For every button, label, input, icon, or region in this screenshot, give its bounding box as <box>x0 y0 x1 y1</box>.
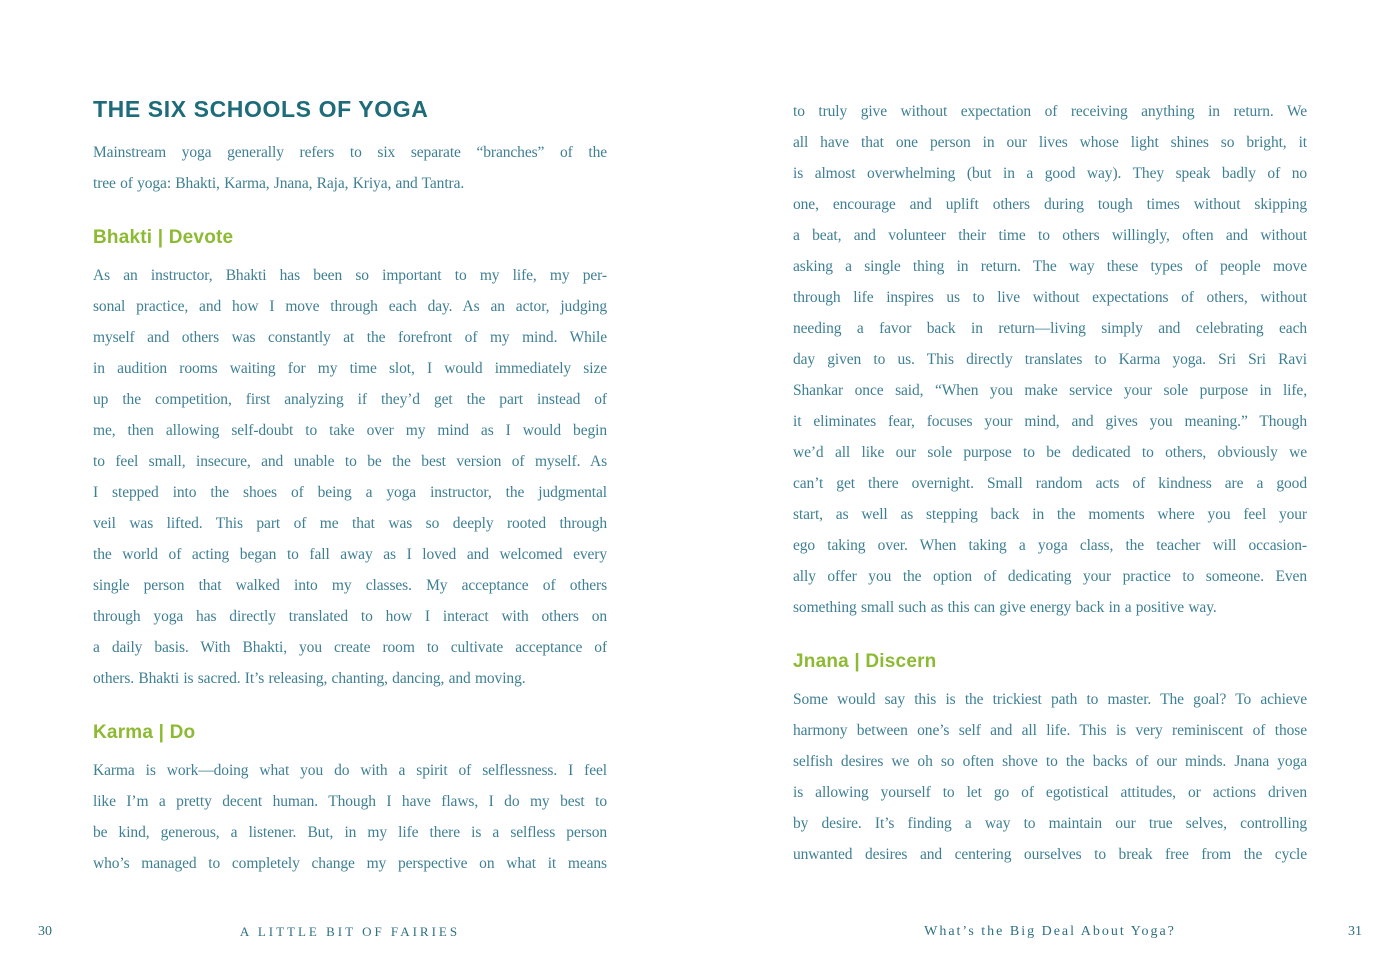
body-paragraph <box>93 137 607 199</box>
running-head-left: A LITTLE BIT OF FAIRIES <box>239 924 461 939</box>
chapter-section-title: THE SIX SCHOOLS OF YOGA <box>93 96 429 122</box>
page-right <box>700 0 1400 980</box>
page-number-left: 30 <box>38 924 52 939</box>
text-line: me, then allowing self-doubt to take over my mind as I would begin <box>93 422 607 440</box>
text-line: through life inspires us to live without expectations of others, without <box>793 289 1307 306</box>
text-line: one, encourage and uplift others during tough times without skipping <box>793 196 1307 213</box>
running-head-right: What’s the Big Deal About Yoga? <box>924 924 1176 939</box>
subsection-heading: Karma | Do <box>93 722 196 744</box>
text-line: harmony between one’s self and all life. This is very reminiscent of those <box>793 721 1307 739</box>
text-line: selfish desires we oh so often shove to the backs of our minds. Jnana yoga <box>793 752 1307 770</box>
text-line: Mainstream yoga generally refers to six separate “branches” of the <box>93 144 607 162</box>
text-line: As an instructor, Bhakti has been so important to my life, my per- <box>93 267 607 285</box>
text-line: sonal practice, and how I move through each day. As an actor, judging <box>93 298 607 316</box>
text-line: through yoga has directly translated to how I interact with others on <box>93 608 607 626</box>
text-line: is allowing yourself to let go of egotistical attitudes, or actions driven <box>793 783 1307 801</box>
text-line: like I’m a pretty decent human. Though I have flaws, I do my best to <box>93 793 607 811</box>
text-line: can’t get there overnight. Small random acts of kindness are a good <box>793 475 1307 492</box>
body-paragraph <box>93 260 607 694</box>
text-line: to truly give without expectation of receiving anything in return. We <box>793 103 1307 120</box>
text-line: ally offer you the option of dedicating your practice to someone. Even <box>793 568 1307 585</box>
page-left-content <box>93 96 607 879</box>
text-line: all have that one person in our lives whose light shines so bright, it <box>793 134 1307 151</box>
text-line: is almost overwhelming (but in a good way). They speak badly of no <box>793 165 1307 182</box>
text-line: single person that walked into my classes. My acceptance of others <box>93 577 607 595</box>
text-line: be kind, generous, a listener. But, in my life there is a selfless person <box>93 824 607 842</box>
text-line: myself and others was constantly at the forefront of my mind. While <box>93 329 607 347</box>
text-line: asking a single thing in return. The way these types of people move <box>793 258 1307 275</box>
body-paragraph <box>93 755 607 879</box>
text-line: the world of acting began to fall away as I loved and welcomed every <box>93 546 607 564</box>
text-line: I stepped into the shoes of being a yoga instructor, the judgmental <box>93 484 607 502</box>
text-line: we’d all like our sole purpose to be dedicated to others, obviously we <box>793 444 1307 461</box>
text-line: tree of yoga: Bhakti, Karma, Jnana, Raja, Kriya, and Tantra. <box>93 175 465 193</box>
text-line: something small such as this can give energy back in a positive way. <box>793 599 1217 616</box>
page-number-right: 31 <box>1348 924 1362 939</box>
text-line: a beat, and volunteer their time to others willingly, often and without <box>793 227 1307 244</box>
text-line: veil was lifted. This part of me that was so deeply rooted through <box>93 515 607 533</box>
text-line: needing a favor back in return—living simply and celebrating each <box>793 320 1307 337</box>
text-line: a daily basis. With Bhakti, you create room to cultivate acceptance of <box>93 639 607 657</box>
text-line: up the competition, first analyzing if they’d get the part instead of <box>93 391 607 409</box>
text-line: it eliminates fear, focuses your mind, and gives you meaning.” Though <box>793 413 1307 430</box>
text-line: start, as well as stepping back in the moments where you feel your <box>793 506 1307 523</box>
text-line: Shankar once said, “When you make service your sole purpose in life, <box>793 382 1307 399</box>
page-right-footer <box>700 924 1400 942</box>
body-paragraph <box>793 684 1307 870</box>
text-line: day given to us. This directly translates to Karma yoga. Sri Sri Ravi <box>793 351 1307 368</box>
page-left-footer <box>0 924 700 942</box>
body-paragraph <box>793 96 1307 623</box>
text-line: ego taking over. When taking a yoga class, the teacher will occasion- <box>793 537 1307 554</box>
text-line: Karma is work—doing what you do with a spirit of selflessness. I feel <box>93 762 607 780</box>
subsection-heading: Jnana | Discern <box>793 651 937 672</box>
text-line: others. Bhakti is sacred. It’s releasing, chanting, dancing, and moving. <box>93 670 526 688</box>
text-line: unwanted desires and centering ourselves to break free from the cycle <box>793 845 1307 863</box>
subsection-heading: Bhakti | Devote <box>93 227 234 249</box>
text-line: who’s managed to completely change my perspective on what it means <box>93 855 607 873</box>
text-line: Some would say this is the trickiest path to master. The goal? To achieve <box>793 690 1307 708</box>
text-line: by desire. It’s finding a way to maintain our true selves, controlling <box>793 814 1307 832</box>
page-right-content <box>793 96 1307 870</box>
text-line: to feel small, insecure, and unable to be the best version of myself. As <box>93 453 607 471</box>
text-line: in audition rooms waiting for my time slot, I would immediately size <box>93 360 607 378</box>
